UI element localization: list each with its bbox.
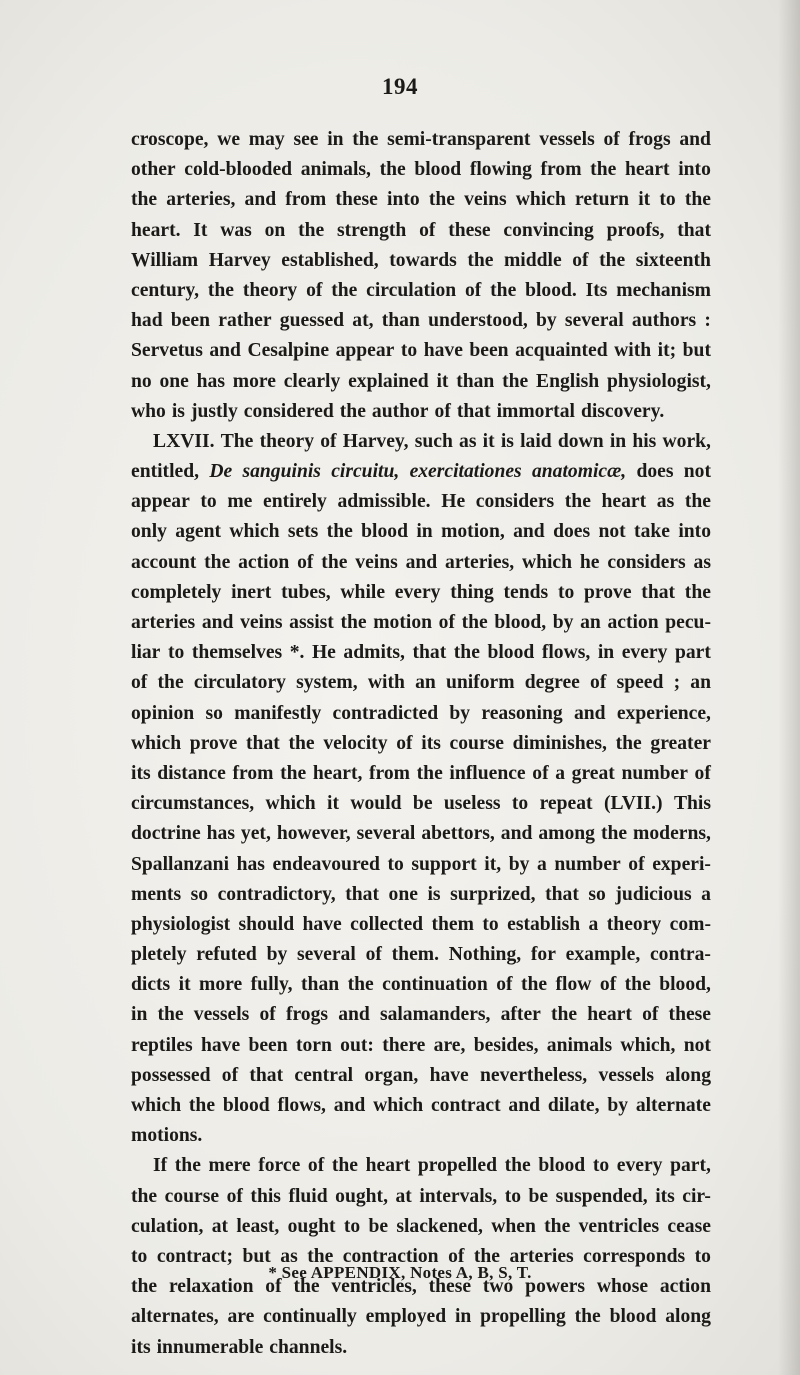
text-line: reptiles have been torn out: there are, besides, animals which, not	[131, 1034, 711, 1056]
text-line: Servetus and Cesalpine appear to have been acquainted with it; but	[131, 340, 711, 362]
text-line: possessed of that central organ, have nevertheless, vessels along	[131, 1064, 711, 1086]
text-line: its innumerable channels.	[131, 1336, 348, 1358]
text-line: liar to themselves *. He admits, that the blood flows, in every part	[131, 642, 711, 664]
text-line: motions.	[131, 1125, 203, 1147]
text-line: completely inert tubes, while every thing tends to prove that the	[131, 581, 711, 603]
text-line: arteries and veins assist the motion of the blood, by an action pecu-	[131, 612, 711, 633]
text-line: to contract; but as the contraction of the arteries corresponds to	[131, 1245, 711, 1267]
text-line: account the action of the veins and arteries, which he considers as	[131, 551, 711, 573]
text-line: no one has more clearly explained it than the English physiologist,	[131, 370, 711, 392]
body-text	[131, 125, 711, 1363]
text-line: culation, at least, ought to be slackened, when the ventricles cease	[131, 1215, 711, 1237]
text-line: croscope, we may see in the semi-transparent vessels of frogs and	[131, 129, 711, 150]
text-line: only agent which sets the blood in motion, and does not take into	[131, 521, 711, 543]
text-line: of the circulatory system, with an uniform degree of speed ; an	[131, 672, 711, 694]
text-line: the course of this fluid ought, at intervals, to be suspended, its cir-	[131, 1185, 711, 1207]
text-line: other cold-blooded animals, the blood flowing from the heart into	[131, 159, 711, 181]
page-edge-shadow	[778, 0, 800, 1375]
text-line: LXVII. The theory of Harvey, such as it is laid down in his work,	[153, 430, 711, 452]
text-line: which prove that the velocity of its course diminishes, the greater	[131, 732, 711, 754]
text-line: ments so contradictory, that one is surprized, that so judicious a	[131, 883, 711, 905]
text-line: heart. It was on the strength of these convincing proofs, that	[131, 219, 711, 241]
text-line: alternates, are continually employed in propelling the blood along	[131, 1306, 711, 1328]
text-line: opinion so manifestly contradicted by reasoning and experience,	[131, 702, 711, 724]
text-line: century, the theory of the circulation of the blood. Its mechanism	[131, 279, 711, 301]
footnote: * See APPENDIX, Notes A, B, S, T.	[268, 1263, 532, 1282]
text-line: circumstances, which it would be useless to repeat (LVII.) This	[131, 793, 711, 815]
page-number: 194	[382, 74, 418, 99]
text-line: William Harvey established, towards the middle of the sixteenth	[131, 249, 711, 271]
text-line: the relaxation of the ventricles, these two powers whose action	[131, 1276, 711, 1298]
text-line: the arteries, and from these into the veins which return it to the	[131, 189, 711, 211]
text-line: entitled, De sanguinis circuitu, exercitationes anatomicæ, does not	[131, 461, 711, 483]
text-line: If the mere force of the heart propelled the blood to every part,	[153, 1155, 711, 1177]
text-line: which the blood flows, and which contract and dilate, by alternate	[131, 1095, 711, 1116]
text-line: dicts it more fully, than the continuation of the flow of the blood,	[131, 974, 711, 996]
text-line: in the vessels of frogs and salamanders, after the heart of these	[131, 1004, 711, 1026]
text-line: appear to me entirely admissible. He considers the heart as the	[131, 491, 711, 513]
text-line: pletely refuted by several of them. Nothing, for example, contra-	[131, 944, 711, 966]
text-line: doctrine has yet, however, several abettors, and among the moderns,	[131, 823, 711, 845]
text-line: its distance from the heart, from the influence of a great number of	[131, 762, 711, 784]
text-line: physiologist should have collected them to establish a theory com-	[131, 913, 711, 935]
text-line: had been rather guessed at, than understood, by several authors :	[131, 310, 711, 332]
text-line: Spallanzani has endeavoured to support it, by a number of experi-	[131, 853, 711, 875]
text-line: who is justly considered the author of that immortal discovery.	[131, 400, 665, 422]
